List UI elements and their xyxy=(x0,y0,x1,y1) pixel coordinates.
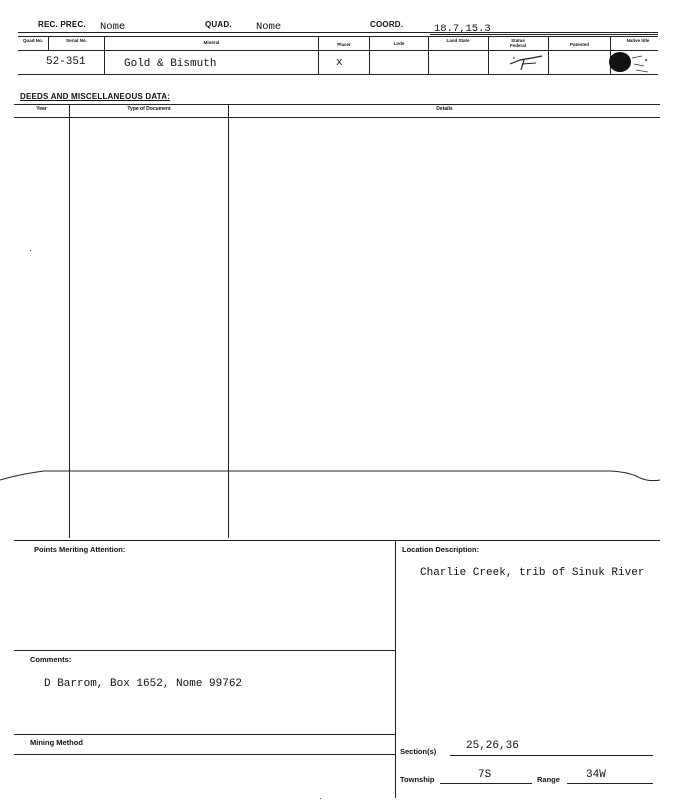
col-lode: Lode xyxy=(393,41,405,46)
stray-dot xyxy=(320,798,321,799)
deeds-separator xyxy=(0,466,660,486)
mineral-value: Gold & Bismuth xyxy=(124,58,217,70)
col-patented: Patented xyxy=(569,42,589,47)
range-value: 34W xyxy=(586,769,606,781)
col-year: Year xyxy=(36,106,47,112)
col-mineral: Mineral xyxy=(203,40,220,45)
placer-mark: x xyxy=(336,57,343,69)
col-quad-no: Quad No. xyxy=(23,38,43,43)
status-federal-scribble xyxy=(506,52,546,72)
deeds-title: DEEDS AND MISCELLANEOUS DATA: xyxy=(20,92,171,101)
native-title-blot xyxy=(598,48,658,78)
points-label: Points Meriting Attention: xyxy=(34,545,126,554)
location-label: Location Description: xyxy=(402,545,480,554)
rec-prec-value: Nome xyxy=(100,21,126,33)
township-underline xyxy=(440,783,532,784)
section-label: Section(s) xyxy=(400,747,437,756)
location-value: Charlie Creek, trib of Sinuk River xyxy=(420,567,645,579)
col-details: Details xyxy=(436,106,453,112)
township-label: Township xyxy=(400,775,435,784)
township-value: 7S xyxy=(478,769,492,781)
coord-underline xyxy=(430,34,658,35)
range-underline xyxy=(567,783,653,784)
comments-label: Comments: xyxy=(30,655,72,664)
col-placer: Placer xyxy=(337,42,351,47)
quad-serial-value: 52-351 xyxy=(46,56,86,68)
section-underline xyxy=(450,755,653,756)
coord-label: COORD. xyxy=(370,20,404,29)
col-land-state: Land State xyxy=(446,38,470,43)
mining-rule xyxy=(14,734,395,735)
stray-dot xyxy=(30,250,31,251)
col-serial-no: Serial No. xyxy=(66,38,87,43)
col-status-federal: Status Federal xyxy=(509,38,526,48)
range-label: Range xyxy=(537,775,560,784)
quad-value: Nome xyxy=(256,21,282,33)
lower-top-rule xyxy=(14,540,660,541)
comments-rule xyxy=(14,650,395,651)
section-value: 25,26,36 xyxy=(466,740,519,752)
col-native-title: Native title xyxy=(626,38,650,43)
quad-label: QUAD. xyxy=(205,20,232,29)
deeds-table xyxy=(14,104,660,540)
record-table xyxy=(18,36,658,74)
coord-value: 18.7,15.3 xyxy=(434,23,491,35)
col-type-of-document: Type of Document xyxy=(127,106,171,112)
comments-value: D Barrom, Box 1652, Nome 99762 xyxy=(44,678,243,690)
mining-underline xyxy=(14,754,395,755)
mining-label: Mining Method xyxy=(30,738,83,747)
rec-prec-label: REC. PREC. xyxy=(38,20,86,29)
header-rule xyxy=(18,32,658,33)
lower-center-divider xyxy=(395,540,396,798)
